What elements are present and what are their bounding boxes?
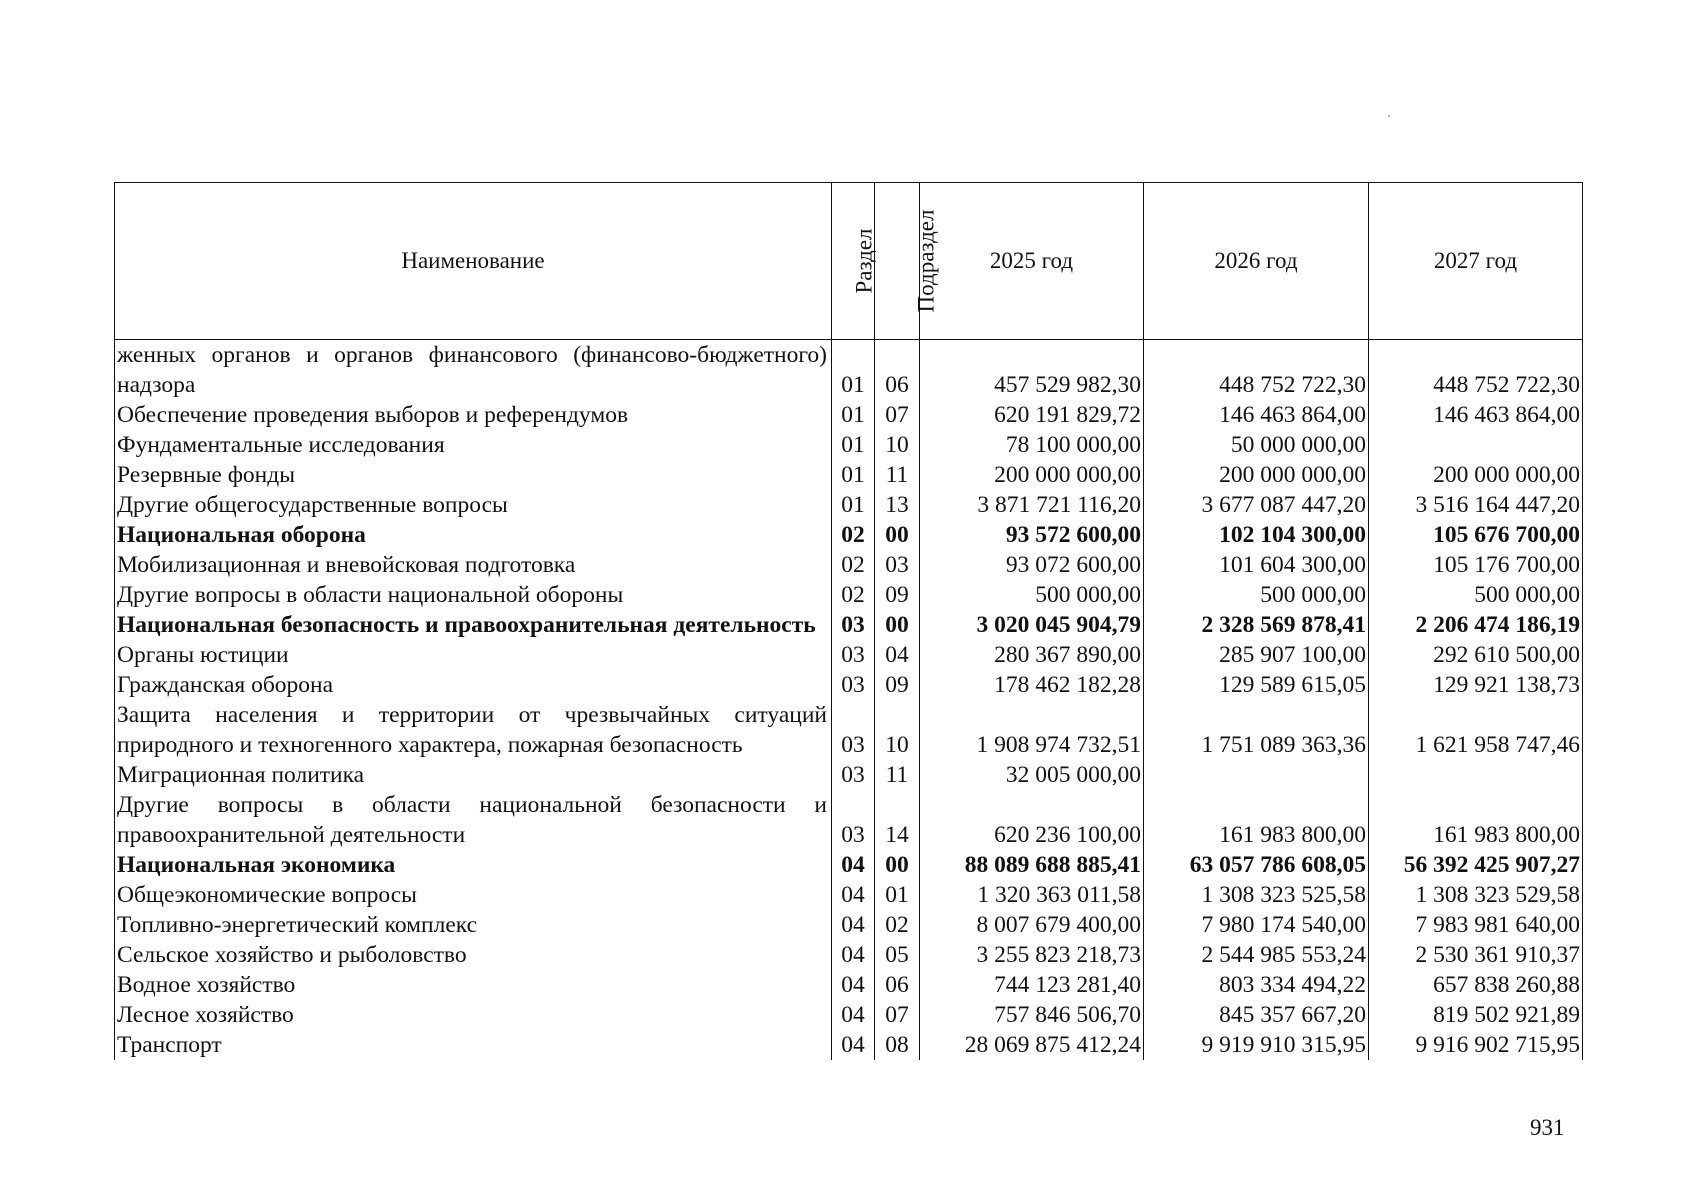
row-subsection-code: 06 — [875, 970, 920, 1000]
row-value-2026: 285 907 100,00 — [1144, 640, 1369, 670]
row-section-code: 03 — [832, 760, 875, 790]
table-row — [115, 970, 1583, 1000]
row-value-2025: 280 367 890,00 — [920, 640, 1144, 670]
row-value-2025: 200 000 000,00 — [920, 460, 1144, 490]
table-row — [115, 1030, 1583, 1060]
row-value-2025: 78 100 000,00 — [920, 430, 1144, 460]
row-value-2026: 3 677 087 447,20 — [1144, 490, 1369, 520]
row-section-code: 04 — [832, 880, 875, 910]
row-subsection-code: 10 — [875, 700, 920, 760]
row-value-2026: 803 334 494,22 — [1144, 970, 1369, 1000]
table-row — [115, 580, 1583, 610]
row-value-2025: 93 572 600,00 — [920, 520, 1144, 550]
row-value-2027: 161 983 800,00 — [1369, 790, 1583, 850]
row-value-2027: 129 921 138,73 — [1369, 670, 1583, 700]
row-value-2027: 105 676 700,00 — [1369, 520, 1583, 550]
row-value-2026: 146 463 864,00 — [1144, 400, 1369, 430]
row-value-2026: 7 980 174 540,00 — [1144, 910, 1369, 940]
row-name: Лесное хозяйство — [115, 1000, 832, 1030]
row-value-2026 — [1144, 760, 1369, 790]
row-name: Мобилизационная и вневойсковая подготовка — [115, 550, 832, 580]
table-row — [115, 550, 1583, 580]
row-name: Миграционная политика — [115, 760, 832, 790]
row-value-2027 — [1369, 430, 1583, 460]
row-value-2027: 7 983 981 640,00 — [1369, 910, 1583, 940]
row-value-2027: 448 752 722,30 — [1369, 340, 1583, 401]
row-value-2025: 757 846 506,70 — [920, 1000, 1144, 1030]
table-body — [115, 340, 1583, 1061]
page-number: 931 — [1530, 1115, 1565, 1140]
table-row — [115, 790, 1583, 850]
row-name: Фундаментальные исследования — [115, 430, 832, 460]
row-value-2026: 500 000,00 — [1144, 580, 1369, 610]
row-value-2025: 3 255 823 218,73 — [920, 940, 1144, 970]
row-value-2025: 744 123 281,40 — [920, 970, 1144, 1000]
row-value-2026: 102 104 300,00 — [1144, 520, 1369, 550]
row-value-2027: 1 308 323 529,58 — [1369, 880, 1583, 910]
row-subsection-code: 07 — [875, 400, 920, 430]
row-value-2027: 56 392 425 907,27 — [1369, 850, 1583, 880]
table-row — [115, 460, 1583, 490]
row-value-2027: 9 916 902 715,95 — [1369, 1030, 1583, 1060]
row-subsection-code: 09 — [875, 670, 920, 700]
row-value-2027: 819 502 921,89 — [1369, 1000, 1583, 1030]
header-year-2025: 2025 год — [920, 183, 1144, 340]
row-name: Водное хозяйство — [115, 970, 832, 1000]
row-value-2026: 9 919 910 315,95 — [1144, 1030, 1369, 1060]
row-name: Топливно-энергетический комплекс — [115, 910, 832, 940]
row-section-code: 03 — [832, 670, 875, 700]
row-value-2027: 146 463 864,00 — [1369, 400, 1583, 430]
row-section-code: 03 — [832, 790, 875, 850]
budget-table — [114, 182, 1583, 1060]
row-value-2027: 2 530 361 910,37 — [1369, 940, 1583, 970]
table-row — [115, 760, 1583, 790]
row-section-code: 01 — [832, 400, 875, 430]
row-value-2026: 1 751 089 363,36 — [1144, 700, 1369, 760]
table-row — [115, 520, 1583, 550]
row-value-2025: 8 007 679 400,00 — [920, 910, 1144, 940]
row-subsection-code: 03 — [875, 550, 920, 580]
row-value-2025: 3 871 721 116,20 — [920, 490, 1144, 520]
row-subsection-code: 00 — [875, 850, 920, 880]
row-subsection-code: 11 — [875, 760, 920, 790]
row-value-2026: 50 000 000,00 — [1144, 430, 1369, 460]
row-value-2025: 32 005 000,00 — [920, 760, 1144, 790]
row-section-code: 04 — [832, 1030, 875, 1060]
header-name: Наименование — [115, 183, 832, 340]
table-row — [115, 940, 1583, 970]
row-value-2027: 3 516 164 447,20 — [1369, 490, 1583, 520]
table-row — [115, 400, 1583, 430]
row-value-2026: 129 589 615,05 — [1144, 670, 1369, 700]
row-value-2027: 2 206 474 186,19 — [1369, 610, 1583, 640]
table-row — [115, 610, 1583, 640]
row-subsection-code: 00 — [875, 610, 920, 640]
row-name: Сельское хозяйство и рыболовство — [115, 940, 832, 970]
row-value-2026: 161 983 800,00 — [1144, 790, 1369, 850]
row-value-2026: 101 604 300,00 — [1144, 550, 1369, 580]
row-name: Другие общегосударственные вопросы — [115, 490, 832, 520]
row-section-code: 01 — [832, 460, 875, 490]
row-value-2025: 93 072 600,00 — [920, 550, 1144, 580]
row-subsection-code: 10 — [875, 430, 920, 460]
row-section-code: 04 — [832, 940, 875, 970]
row-subsection-code: 04 — [875, 640, 920, 670]
row-section-code: 02 — [832, 520, 875, 550]
row-value-2026: 448 752 722,30 — [1144, 340, 1369, 401]
table-row — [115, 670, 1583, 700]
row-value-2027: 292 610 500,00 — [1369, 640, 1583, 670]
row-name: Общеэкономические вопросы — [115, 880, 832, 910]
row-value-2026: 63 057 786 608,05 — [1144, 850, 1369, 880]
row-name: Транспорт — [115, 1030, 832, 1060]
row-value-2025: 620 191 829,72 — [920, 400, 1144, 430]
row-value-2025: 28 069 875 412,24 — [920, 1030, 1144, 1060]
row-name: женных органов и органов финансового (финансово-бюджетного) надзора — [115, 340, 832, 401]
row-name: Другие вопросы в области национальной безопасности и правоохранительной деятельности — [115, 790, 832, 850]
header-year-2027: 2027 год — [1369, 183, 1583, 340]
row-section-code: 02 — [832, 550, 875, 580]
row-name: Резервные фонды — [115, 460, 832, 490]
row-section-code: 01 — [832, 490, 875, 520]
row-value-2025: 620 236 100,00 — [920, 790, 1144, 850]
row-section-code: 03 — [832, 610, 875, 640]
table-row — [115, 850, 1583, 880]
row-value-2027: 500 000,00 — [1369, 580, 1583, 610]
row-section-code: 04 — [832, 850, 875, 880]
row-value-2026: 2 328 569 878,41 — [1144, 610, 1369, 640]
row-subsection-code: 13 — [875, 490, 920, 520]
header-section — [832, 183, 875, 340]
row-subsection-code: 09 — [875, 580, 920, 610]
row-name: Гражданская оборона — [115, 670, 832, 700]
row-value-2027: 105 176 700,00 — [1369, 550, 1583, 580]
row-name: Органы юстиции — [115, 640, 832, 670]
table-row — [115, 700, 1583, 760]
row-name: Национальная экономика — [115, 850, 832, 880]
row-subsection-code: 06 — [875, 340, 920, 401]
row-name: Национальная безопасность и правоохранительная деятельность — [115, 610, 832, 640]
row-name: Обеспечение проведения выборов и референдумов — [115, 400, 832, 430]
row-value-2026: 1 308 323 525,58 — [1144, 880, 1369, 910]
row-subsection-code: 07 — [875, 1000, 920, 1030]
budget-table-container — [114, 182, 1582, 1060]
row-value-2026: 200 000 000,00 — [1144, 460, 1369, 490]
header-subsection — [875, 183, 939, 340]
row-value-2026: 2 544 985 553,24 — [1144, 940, 1369, 970]
row-value-2025: 1 320 363 011,58 — [920, 880, 1144, 910]
row-value-2025: 88 089 688 885,41 — [920, 850, 1144, 880]
row-value-2025: 500 000,00 — [920, 580, 1144, 610]
table-row — [115, 340, 1583, 401]
row-value-2027: 200 000 000,00 — [1369, 460, 1583, 490]
header-section-label: Раздел — [851, 228, 877, 294]
row-subsection-code: 08 — [875, 1030, 920, 1060]
row-section-code: 04 — [832, 910, 875, 940]
row-section-code: 01 — [832, 340, 875, 401]
row-subsection-code: 02 — [875, 910, 920, 940]
row-value-2025: 457 529 982,30 — [920, 340, 1144, 401]
row-value-2025: 3 020 045 904,79 — [920, 610, 1144, 640]
row-value-2027: 1 621 958 747,46 — [1369, 700, 1583, 760]
row-value-2025: 178 462 182,28 — [920, 670, 1144, 700]
row-value-2026: 845 357 667,20 — [1144, 1000, 1369, 1030]
row-section-code: 03 — [832, 700, 875, 760]
table-header — [115, 183, 1583, 340]
row-value-2027 — [1369, 760, 1583, 790]
row-subsection-code: 01 — [875, 880, 920, 910]
row-section-code: 01 — [832, 430, 875, 460]
header-year-2026: 2026 год — [1144, 183, 1369, 340]
row-value-2025: 1 908 974 732,51 — [920, 700, 1144, 760]
table-row — [115, 1000, 1583, 1030]
table-row — [115, 910, 1583, 940]
row-name: Национальная оборона — [115, 520, 832, 550]
row-section-code: 02 — [832, 580, 875, 610]
row-name: Защита населения и территории от чрезвычайных ситуаций природного и техногенного характера, пожарная безопасность — [115, 700, 832, 760]
row-section-code: 04 — [832, 970, 875, 1000]
row-value-2027: 657 838 260,88 — [1369, 970, 1583, 1000]
table-row — [115, 880, 1583, 910]
scan-speck — [1388, 115, 1390, 117]
row-name: Другие вопросы в области национальной обороны — [115, 580, 832, 610]
row-section-code: 03 — [832, 640, 875, 670]
header-subsection-label: Подраздел — [913, 209, 939, 313]
table-row — [115, 490, 1583, 520]
row-subsection-code: 14 — [875, 790, 920, 850]
row-subsection-code: 05 — [875, 940, 920, 970]
row-subsection-code: 00 — [875, 520, 920, 550]
table-row — [115, 640, 1583, 670]
row-section-code: 04 — [832, 1000, 875, 1030]
table-row — [115, 430, 1583, 460]
row-subsection-code: 11 — [875, 460, 920, 490]
